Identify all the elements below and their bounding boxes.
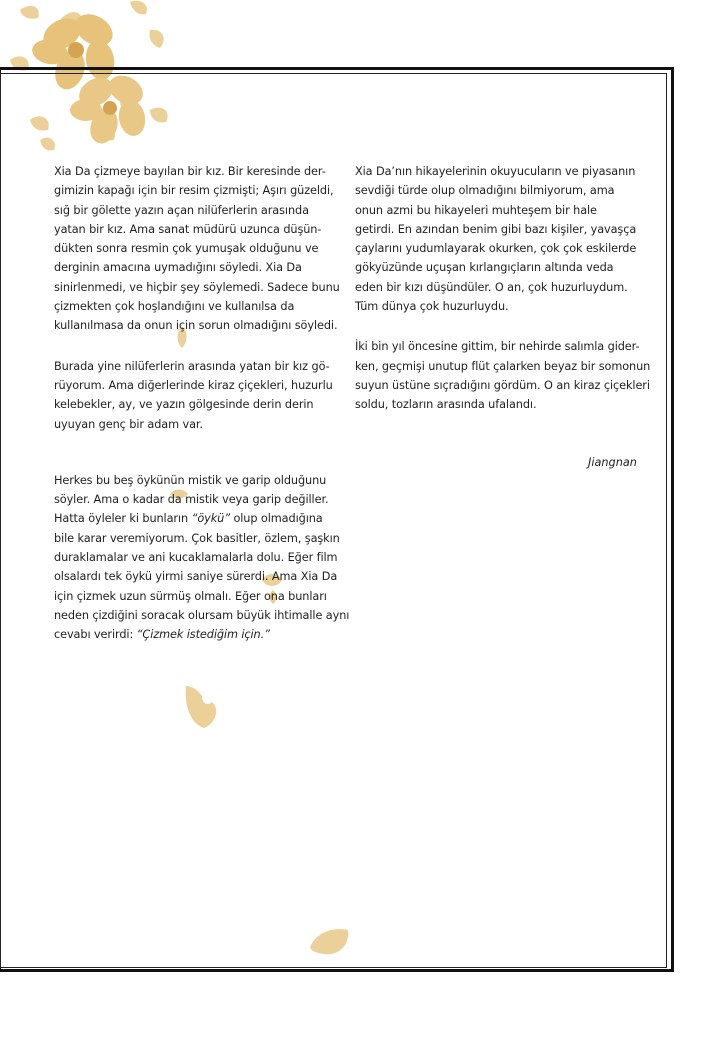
text-line: çaylarını yudumlayarak okurken, çok çok eskilerde [355,242,637,256]
text-line: yatan bir kız. Ama sanat müdürü uzunca düşün- [54,222,322,236]
paragraph [54,471,354,645]
right-text-column [355,162,655,434]
text-line: getirdi. En azından benim gibi bazı kişiler, yavaşça [355,222,637,236]
text-line: için çizmek uzun sürmüş olmalı. Eğer ona bunları [54,589,327,603]
text-line: rüyorum. Ama diğerlerinde kiraz çiçekleri, huzurlu [54,378,333,392]
quoted-word: “öykü” [191,512,230,526]
text-line: Xia Da çizmeye bayılan bir kız. Bir keresinde der- [54,165,326,178]
text-line: suyun üstüne sıçradığını gördüm. O an kiraz çiçekleri [355,378,650,392]
falling-petal-icon [182,684,218,730]
text-line: ken, geçmişi unutup flüt çalarken beyaz bir somonun [355,359,651,373]
paragraph [355,162,655,316]
text-line: soldu, tozların arasında ufalandı. [355,398,537,412]
falling-petal-icon [308,926,350,956]
text-line: Burada yine nilüferlerin arasında yatan bir kız gö- [54,359,330,373]
text-line: Tüm dünya çok huzurluydu. [355,300,509,314]
text-line: olsalardı tek öykü yirmi saniye sürerdi. Ama Xia Da [54,570,338,584]
text-line: Xia Da’nın hikayelerinin okuyucuların ve piyasanın [355,165,636,178]
paragraph [54,357,354,434]
text-line: İki bin yıl öncesine gittim, bir nehirde salımla gider- [355,340,640,354]
text-line: kelebekler, ay, ve yazın gölgesinde derin derin [54,398,314,412]
text-run: olup olmadığına [229,512,323,526]
text-line: sinirlenmedi, ve hiçbir şey söylemedi. Sadece bunu [54,280,340,294]
text-line: dükten sonra resmin çok yumuşak olduğunu ve [54,242,319,256]
text-line: çizmekten çok hoşlandığını ve kullanılsa da [54,300,295,314]
text-line: sığ bir gölette yazın açan nilüferlerin arasında [54,203,309,217]
text-line: Herkes bu beş öykünün mistik ve garip olduğunu [54,473,327,487]
author-signature: Jiangnan [588,456,637,469]
paragraph [355,337,655,414]
text-line: duraklamalar ve ani kucaklamalarla dolu. Eğer film [54,551,338,565]
text-line: söyler. Ama o kadar da mistik veya garip değiller. [54,493,329,507]
text-run: Hatta öyleler ki bunların [54,512,192,526]
text-line: gökyüzünde uçuşan kırlangıçların altında veda [355,261,614,275]
quoted-phrase: “Çizmek istediğim için.” [136,628,270,642]
text-line: sevdiği türde olup olmadığını bilmiyorum, ama [355,184,615,198]
text-run: cevabı verirdi: [54,628,137,642]
text-line: eden bir kızı düşündüler. O an, çok huzurluydum. [355,280,628,294]
text-line: gimizin kapağı için bir resim çizmişti; Aşırı güzeldi, [54,184,334,198]
text-line: derginin amacına uymadığını söyledi. Xia Da [54,261,302,275]
text-line [54,625,354,644]
text-line: kullanılmasa da onun için sorun olmadığını söyledi. [54,319,338,333]
text-line [54,509,354,528]
text-line: uyuyan genç bir adam var. [54,417,203,431]
text-line: onun azmi bu hikayeleri muhteşem bir hale [355,203,597,217]
paragraph [54,162,354,336]
text-line: neden çizdiğini soracak olursam büyük ihtimalle aynı [54,608,350,622]
left-text-column [54,162,354,664]
text-line: bile karar veremiyorum. Çok basitler, özlem, şaşkın [54,531,340,545]
